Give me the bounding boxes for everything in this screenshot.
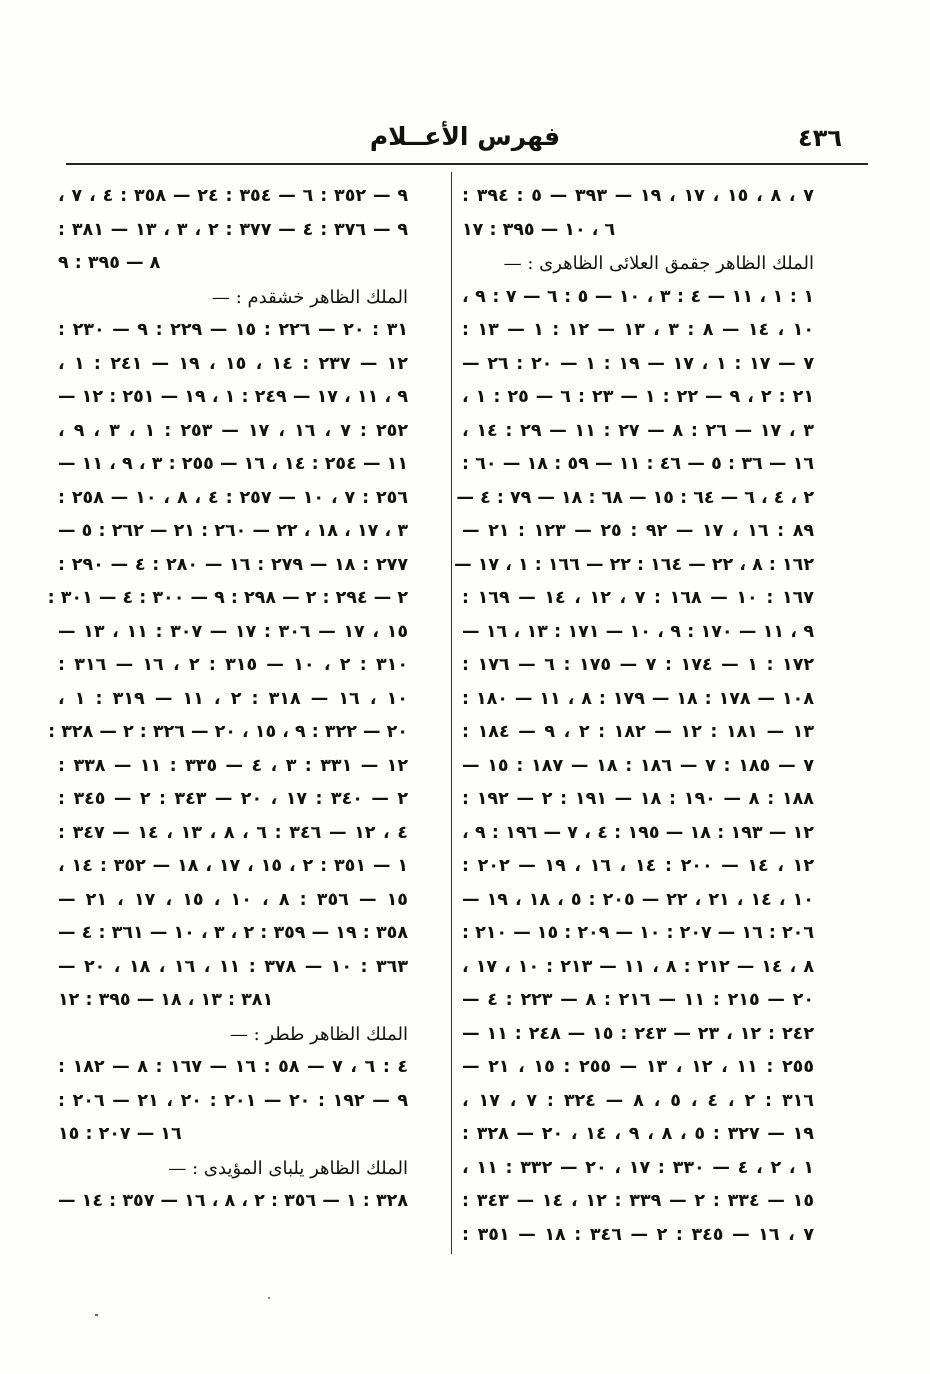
right-column-line: ١٦ — ٣٦ : ٥ — ٤٦ : ١١ — ٥٩ : ١٨ — ٦٠ : [462,454,815,474]
left-column-line: ٩ ، ١١ ، ١٧ — ٢٤٩ : ١ ، ١٩ — ٢٥١ : ١٢ — [58,387,409,407]
right-column-line: ١٠ ، ١٤ ، ٢١ ، ٢٢ — ٢٠٥ : ٥ ، ١٨ ، ١٩ — [462,889,814,910]
right-column-line: ٢ ، ٤ ، ٦ — ٦٤ : ١٥ — ٦٨ : ١٨ — ٧٩ : ٤ — [456,487,814,508]
right-column-line: ٩ ، ١١ — ١٧٠ : ٩ ، ١٠ — ١٧١ : ١٣ ، ١٦ — [462,621,815,642]
left-column-line: ٣ ، ١٧ ، ١٨ ، ٢٢ — ٢٦٠ : ٢١ — ٢٦٢ : ٥ — [58,521,409,541]
left-column-line: ٨ — ٣٩٥ : ٩ [58,253,161,273]
right-column-line: ١٣ — ١٨١ : ١٢ — ١٨٢ : ٢ ، ٩ — ١٨٤ : [462,722,815,742]
entry-heading: الملك الظاهر جقمق العلائى الظاهرى : — [503,253,814,274]
left-column-line: ٢٧٧ : ١٨ — ٢٧٩ : ١٦ — ٢٨٠ : ٤ — ٢٩٠ : [58,554,409,575]
left-column-line: ٣٥٨ : ١٩ — ٣٥٩ : ٢ ، ٣ ، ١٠ — ٣٦١ : ٤ — [58,923,408,943]
right-column-line: ٢٠٦ : ١٦ — ٢٠٧ : ١٠ — ٢٠٩ : ١٥ — ٢١٠ : [461,923,814,943]
left-column-line: ١٥ ، ١٧ — ٣٠٦ : ١٧ — ٣٠٧ : ١١ ، ١٣ — [58,621,409,642]
page-number: ٤٣٦ [798,124,842,152]
right-column-line: ١٥ — ٣٣٤ : ٢ — ٣٣٩ : ١٢ ، ١٤ — ٣٤٣ : [462,1191,815,1211]
left-column-line: ١ — ٣٥١ : ٢ ، ١٥ ، ١٧ ، ١٨ — ٣٥٢ : ١٤ ، [58,856,409,876]
left-column-line: ١٦ — ٢٠٧ : ١٥ [58,1124,182,1144]
right-column-line: ٦ ، ١٠ — ٣٩٥ : ١٧ [462,219,616,240]
left-column-line: ٣١ : ٢٠ — ٢٢٦ : ١٥ — ٢٢٩ : ٩ — ٢٣٠ : [58,320,409,340]
left-column-line: ٢ — ٢٩٤ : ٢ — ٢٩٨ : ٩ — ٣٠٠ : ٤ — ٣٠١ : [47,588,408,608]
right-column-line: ٧ — ١٧ : ١ ، ١٧ — ١٩ : ١ — ٢٠ : ٢٦ — [462,353,815,374]
left-column-line: ٣٢٨ : ١ — ٣٥٦ : ٢ ، ٨ ، ١٦ — ٣٥٧ : ١٤ — [58,1191,408,1211]
left-column-line: ١٢ — ٢٣٧ : ١٤ ، ١٥ ، ١٩ — ٢٤١ : ١ ، [58,353,408,374]
left-column-line: ٩ — ٣٧٦ : ٤ — ٣٧٧ : ٢ ، ٣ ، ١٣ — ٣٨١ : [58,219,409,240]
ink-speck [95,1314,98,1316]
entry-heading: الملك الظاهر ططر : — [229,1023,408,1045]
header-rule [66,163,868,165]
page-header [60,118,870,166]
left-column-line: ٢٠ — ٣٢٢ : ٩ ، ١٥ ، ٢٠ — ٣٢٦ : ٢ — ٣٢٨ : [48,722,408,742]
left-column-line: ٣٨١ : ١٣ ، ١٨ — ٣٩٥ : ١٢ [58,990,274,1010]
right-column-line: ٧ — ١٨٥ : ٧ — ١٨٦ : ١٨ — ١٨٧ : ١٥ — [462,755,815,776]
right-column-line: ١ ، ٢ ، ٤ — ٣٣٠ : ١٧ ، ٢٠ — ٣٣٢ : ١١ ، [462,1157,814,1178]
left-column-line: ١٥ — ٣٥٦ : ٨ ، ١٠ ، ١٥ ، ١٧ ، ٢١ — [58,889,408,910]
right-column-line: ١٧٢ : ١ — ١٧٤ : ٧ — ١٧٥ : ٦ — ١٧٦ : [462,655,815,675]
right-column-line: ٢٤٢ : ١٢ ، ٢٣ — ٢٤٣ : ١٥ — ٢٤٨ : ١١ — [462,1023,814,1044]
right-column-line: ٢٥٥ : ١١ ، ١٢ ، ١٣ — ٢٥٥ : ١٥ ، ٢١ — [462,1057,815,1077]
left-column-line: ٤ ، ١٢ — ٣٤٦ : ٦ ، ٨ ، ١٣ ، ١٤ — ٣٤٧ : [58,822,408,843]
running-title: فهرس الأعــلام [369,122,561,151]
right-column-line: ١٠٨ — ١٧٨ : ١٨ — ١٧٩ : ٨ ، ١١ — ١٨٠ : [462,688,815,709]
right-column-line: ١٠ ، ١٤ — ٨ : ٣ ، ١٣ — ١٢ : ١ — ١٣ : [462,320,815,340]
right-column-line: ١٦٧ : ١٠ — ١٦٨ : ٧ ، ١٢ ، ١٤ — ١٦٩ : [462,588,814,608]
ink-speck [268,1297,270,1299]
right-column-line: ١٨٨ : ٨ — ١٩٠ : ١٨ — ١٩١ : ٢ — ١٩٢ : [462,789,814,809]
right-column-line: ١٢ ، ١٤ — ٢٠٠ : ١٤ ، ١٦ ، ١٩ — ٢٠٢ : [462,856,815,876]
right-column-line: ٧ ، ١٦ — ٣٤٥ : ٢ — ٣٤٦ : ١٨ — ٣٥١ : [462,1224,815,1245]
right-column-line: ٧ ، ٨ ، ١٥ ، ١٧ ، ١٩ — ٣٩٣ — ٥ : ٣٩٤ : [462,186,814,206]
entry-heading: الملك الظاهر خشقدم : — [211,286,408,308]
right-column-line: ٢٠ — ٢١٥ : ١١ — ٢١٦ : ٨ — ٢٢٣ : ٤ — [462,990,815,1010]
left-column-line: ٢٥٢ : ٧ ، ١٦ ، ١٧ — ٢٥٣ : ١ ، ٣ ، ٩ ، [58,420,409,441]
left-column-line: ١٠ ، ١٦ — ٣١٨ : ٢ ، ١١ — ٣١٩ : ١ ، [58,688,408,709]
right-column-line: ٣١٦ : ٢ ، ٤ ، ٥ ، ٨ — ٣٢٤ : ٧ ، ١٧ ، [462,1090,814,1111]
right-column [454,180,815,1252]
left-column-line: ٢٥٦ : ٧ ، ١٠ — ٢٥٧ : ٤ ، ٨ ، ١٠ — ٢٥٨ : [58,487,408,508]
left-column-line: ٩ — ١٩٢ : ٢٠ — ٢٠١ : ٢٠ ، ٢١ — ٢٠٦ : [58,1090,409,1111]
right-column-line: ١٩ — ٣٢٧ : ٥ ، ٨ ، ٩ ، ١٤ ، ٢٠ — ٣٢٨ : [462,1124,814,1144]
left-column-line: ٤ : ٦ ، ٧ — ٥٨ : ١٦ — ١٦٧ : ٨ — ١٨٢ : [58,1057,409,1077]
right-column-line: ١ : ١ ، ١١ — ٤ : ٣ ، ١٠ — ٥ : ٦ — ٧ : ٩ ، [462,286,815,307]
column-divider [451,172,452,1254]
left-column-line: ٣١٠ : ٢ ، ١٠ — ٣١٥ : ٢ ، ١٦ — ٣١٦ : [58,655,409,675]
right-column-line: ١٦٢ : ٨ ، ٢٢ — ١٦٤ : ٢٢ — ١٦٦ : ١ ، ١٧ — [454,554,814,575]
right-column-line: ١٢ — ١٩٣ : ١٨ — ١٩٥ : ٤ ، ٧ — ١٩٦ : ٩ ، [462,822,814,843]
left-column [47,180,409,1219]
left-column-line: ١١ — ٢٥٤ : ١٤ ، ١٦ — ٢٥٥ : ٣ ، ٩ ، ١١ — [58,454,409,474]
left-column-line: ٩ — ٣٥٢ : ٦ — ٣٥٤ : ٢٤ — ٣٥٨ : ٤ ، ٧ ، [58,186,409,206]
left-column-line: ٢ — ٣٤٠ : ١٧ ، ٢٠ — ٣٤٣ : ٢ — ٣٤٥ : [58,789,409,809]
right-column-line: ٣ ، ١٧ — ٢٦ : ٨ — ٢٧ : ١١ — ٢٩ : ١٤ ، [462,420,814,441]
left-column-line: ٣٦٣ : ١٠ — ٣٧٨ : ١١ ، ١٦ ، ١٨ ، ٢٠ — [58,956,409,977]
entry-heading: الملك الظاهر يلباى المؤيدى : — [168,1157,408,1179]
right-column-line: ٨ ، ١٤ — ٢١٢ : ٨ ، ١١ — ٢١٣ : ١٠ ، ١٧ ، [462,956,815,977]
right-column-line: ٢١ : ٢ ، ٩ — ٢٢ : ١ — ٢٣ : ٦ — ٢٥ : ١ ، [462,387,815,407]
right-column-line: ٨٩ : ١٦ ، ١٧ — ٩٢ : ٢٥ — ١٢٣ : ٢١ — [462,521,815,541]
left-column-line: ١٢ — ٣٣١ : ٣ ، ٤ — ٣٣٥ : ١١ — ٣٣٨ : [58,755,409,776]
